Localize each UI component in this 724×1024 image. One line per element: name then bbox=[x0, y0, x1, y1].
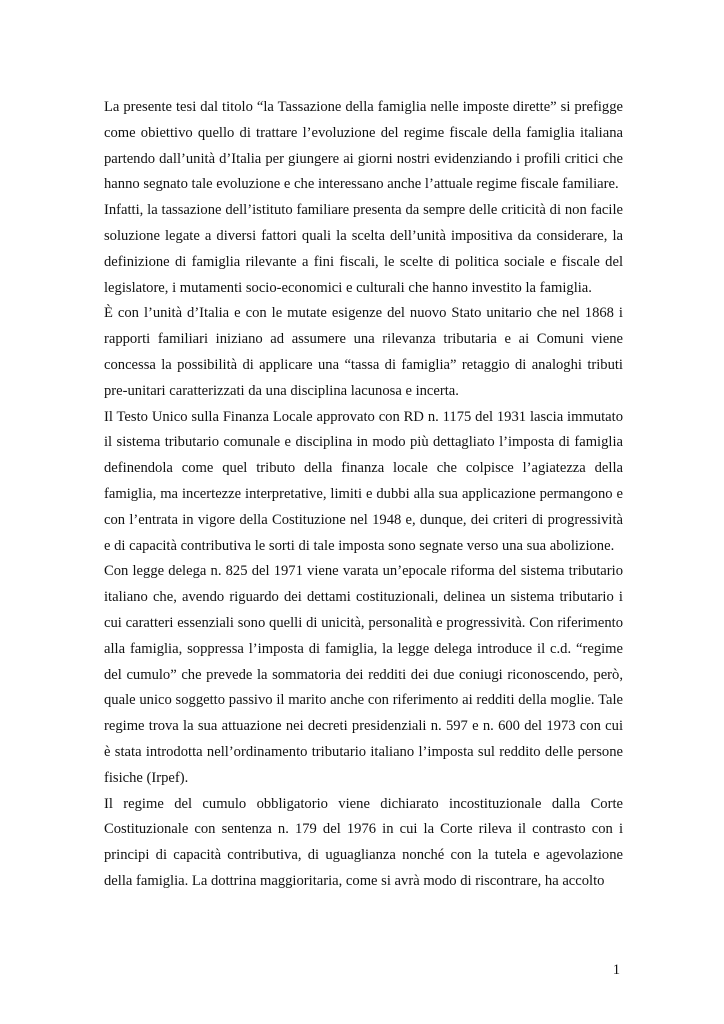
paragraph: Infatti, la tassazione dell’istituto familiare presenta da sempre delle criticità di non facile soluzione legate a diversi fattori quali la scelta dell’unità impositiva da considerare, la definizione di famiglia rilevante a fini fiscali, le scelte di politica sociale e fiscale del legislatore, i mutamenti socio-economici e culturali che hanno investito la famiglia. bbox=[104, 202, 623, 296]
paragraph: Con legge delega n. 825 del 1971 viene varata un’epocale riforma del sistema tributario italiano che, avendo riguardo dei dettami costituzionali, delinea un sistema tributario i cui caratteri essenziali sono quelli di unicità, personalità e progressività. Con riferimento alla famiglia, soppressa l’imposta di famiglia, la legge delega introduce il c.d. “regime del cumulo” che prevede la sommatoria dei redditi dei due coniugi riconoscendo, però, quale unico soggetto passivo il marito anche con riferimento ai redditi della moglie. Tale regime trova la sua attuazione nei decreti presidenziali n. 597 e n. 600 del 1973 con cui è stata introdotta nell’ordinamento tributario italiano l’imposta sul reddito delle persone fisiche (Irpef). bbox=[104, 563, 623, 786]
paragraph: La presente tesi dal titolo “la Tassazione della famiglia nelle imposte dirette” si prefigge come obiettivo quello di trattare l’evoluzione del regime fiscale della famiglia italiana partendo dall’unità d’Italia per giungere ai giorni nostri evidenziando i profili critici che hanno segnato tale evoluzione e che interessano anche l’attuale regime fiscale familiare. bbox=[104, 99, 623, 193]
paragraph: È con l’unità d’Italia e con le mutate esigenze del nuovo Stato unitario che nel 1868 i rapporti familiari iniziano ad assumere una rilevanza tributaria e ai Comuni viene concessa la possibilità di applicare una “tassa di famiglia” retaggio di analoghi tributi pre-unitari caratterizzati da una disciplina lacunosa e incerta. bbox=[104, 305, 623, 399]
paragraph: Il regime del cumulo obbligatorio viene dichiarato incostituzionale dalla Corte Costituzionale con sentenza n. 179 del 1976 in cui la Corte rileva il contrasto con i principi di capacità contributiva, di uguaglianza nonché con la tutela e agevolazione della famiglia. La dottrina maggioritaria, come si avrà modo di riscontrare, ha accolto bbox=[104, 795, 623, 889]
page-number: 1 bbox=[612, 962, 620, 978]
paragraph: Il Testo Unico sulla Finanza Locale approvato con RD n. 1175 del 1931 lascia immutato il sistema tributario comunale e disciplina in modo più dettagliato l’imposta di famiglia definendola come quel tributo della finanza locale che colpisce l’agiatezza della famiglia, ma incertezze interpretative, limiti e dubbi alla sua applicazione permangono e con l’entrata in vigore della Costituzione nel 1948 e, dunque, dei criteri di progressività e di capacità contributiva le sorti di tale imposta sono segnate verso una sua abolizione. bbox=[104, 408, 623, 554]
body-text bbox=[104, 95, 623, 895]
